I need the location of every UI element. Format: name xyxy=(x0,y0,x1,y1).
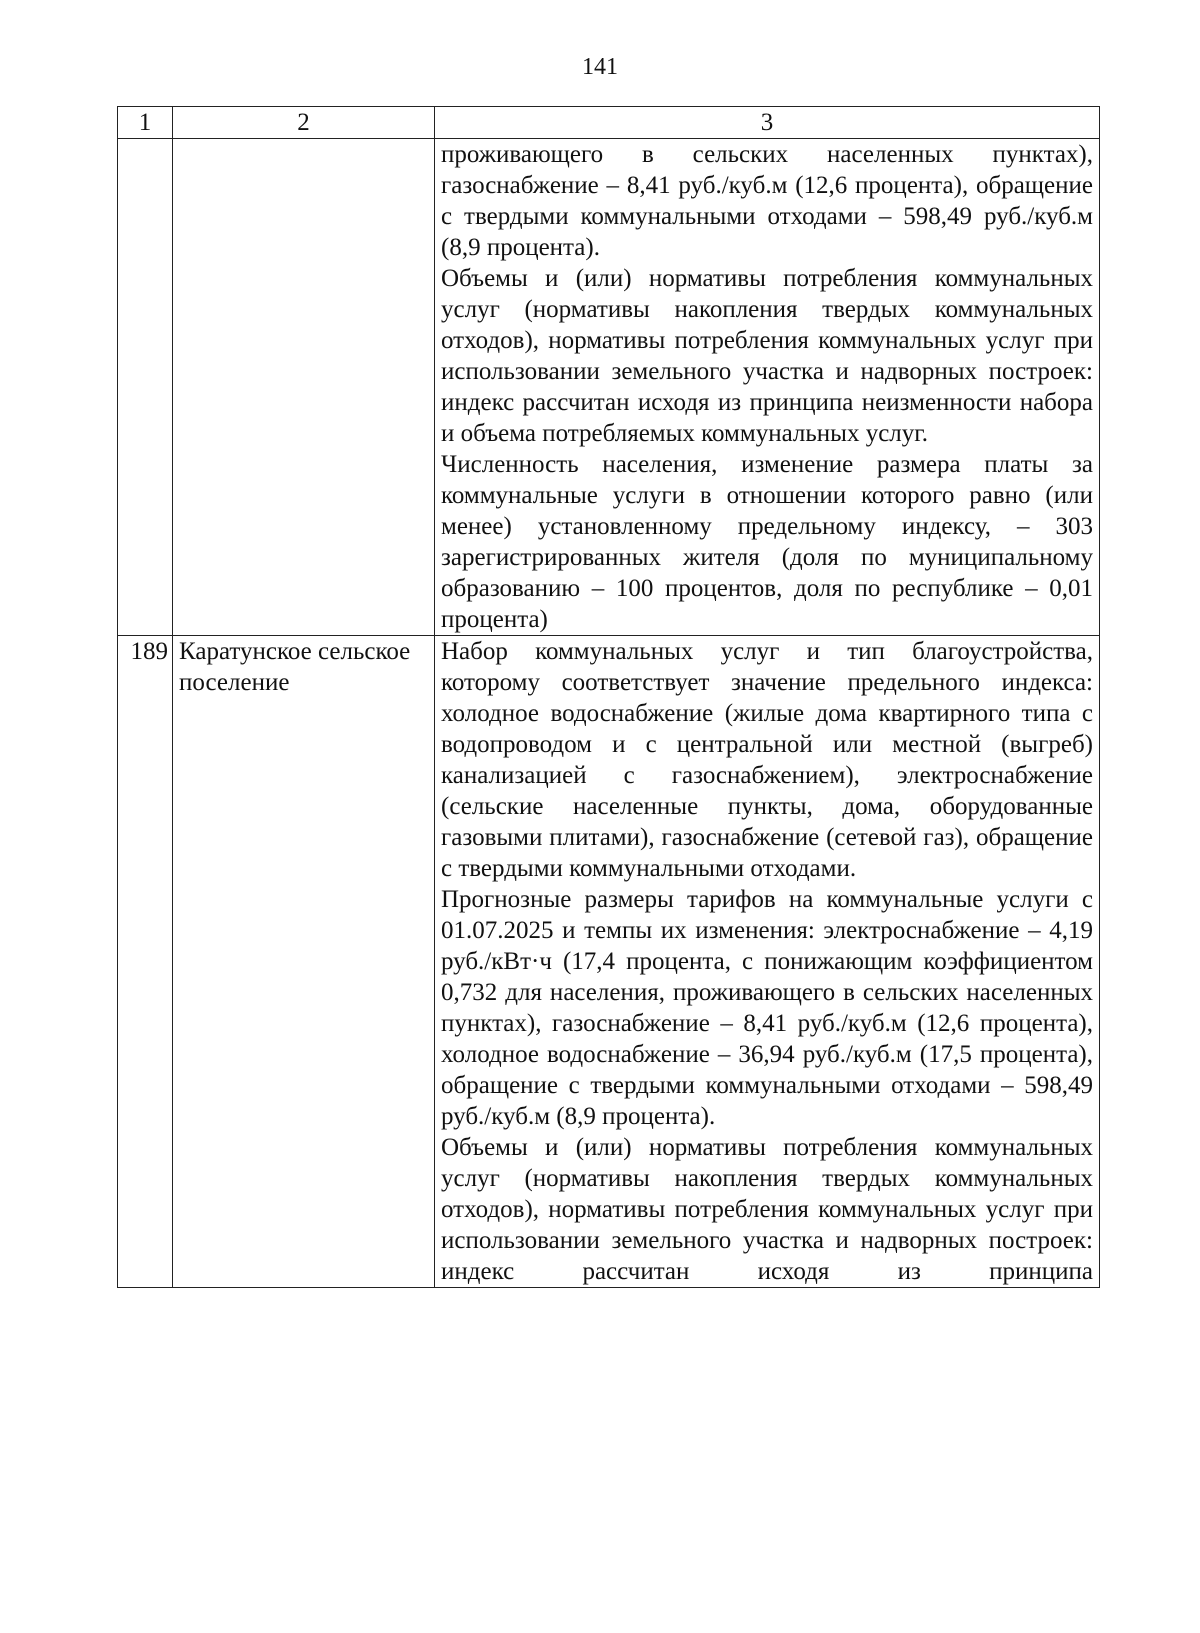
page-number: 141 xyxy=(582,54,618,80)
municipality-name xyxy=(173,139,435,636)
row-number xyxy=(118,139,173,636)
description-paragraph: Прогнозные размеры тарифов на коммунальные услуги с 01.07.2025 и темпы их изменения: электроснабжение – 4,19 руб./кВт·ч (17,4 процента, с понижающим коэффициентом 0,732 для населения, проживающего в сельских населенных пунктах), газоснабжение – 8,41 руб./куб.м (12,6 процента), холодное водоснабжение – 36,94 руб./куб.м (17,5 процента), обращение с твердыми коммунальными отходами – 598,49 руб./куб.м (8,9 процента). xyxy=(441,886,1093,1130)
table-header-row xyxy=(118,107,1100,139)
description-cell xyxy=(435,636,1100,1288)
description-paragraph: проживающего в сельских населенных пунктах), газоснабжение – 8,41 руб./куб.м (12,6 процента), обращение с твердыми коммунальными отходами – 598,49 руб./куб.м (8,9 процента). xyxy=(441,141,1093,261)
table-row xyxy=(118,636,1100,1288)
column-header-2: 2 xyxy=(173,107,435,139)
index-table xyxy=(117,106,1100,1288)
description-paragraph: Объемы и (или) нормативы потребления коммунальных услуг (нормативы накопления твердых коммунальных отходов), нормативы потребления коммунальных услуг при использовании земельного участка и надворных построек: индекс рассчитан исходя из принципа xyxy=(441,1134,1093,1285)
table-row xyxy=(118,139,1100,636)
description-paragraph: Объемы и (или) нормативы потребления коммунальных услуг (нормативы накопления твердых коммунальных отходов), нормативы потребления коммунальных услуг при использовании земельного участка и надворных построек: индекс рассчитан исходя из принципа неизменности набора и объема потребляемых коммунальных услуг. xyxy=(441,265,1093,447)
description-paragraph: Набор коммунальных услуг и тип благоустройства, которому соответствует значение предельного индекса: холодное водоснабжение (жилые дома квартирного типа с водопроводом и с центральной или местной (выгреб) канализацией с газоснабжением), электроснабжение (сельские населенные пункты, дома, оборудованные газовыми плитами), газоснабжение (сетевой газ), обращение с твердыми коммунальными отходами. xyxy=(441,638,1093,882)
column-header-1: 1 xyxy=(118,107,173,139)
municipality-name: Каратунское сельское поселение xyxy=(173,636,435,1288)
description-paragraph: Численность населения, изменение размера платы за коммунальные услуги в отношении которого равно (или менее) установленному предельному индексу, – 303 зарегистрированных жителя (доля по муниципальному образованию – 100 процентов, доля по республике – 0,01 процента) xyxy=(441,451,1093,633)
description-cell xyxy=(435,139,1100,636)
row-number: 189 xyxy=(118,636,173,1288)
column-header-3: 3 xyxy=(435,107,1100,139)
